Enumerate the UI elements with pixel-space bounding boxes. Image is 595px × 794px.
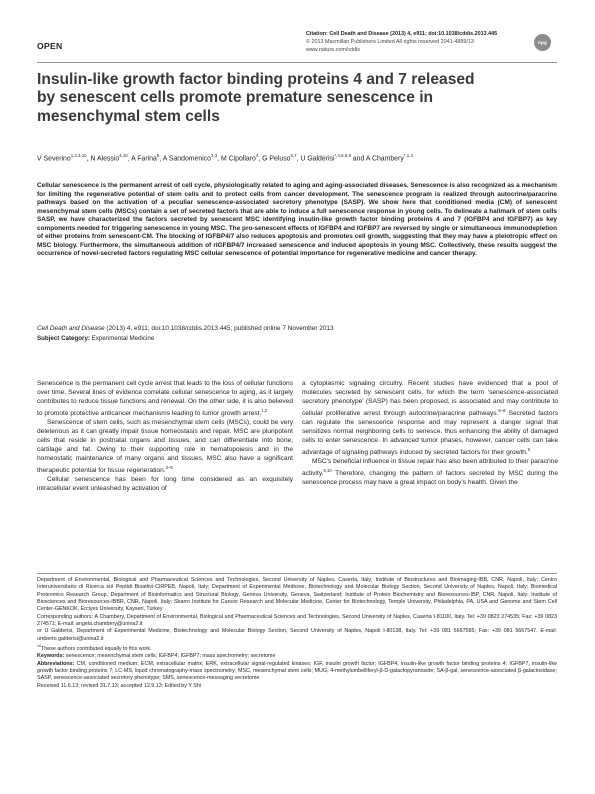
author-affiliation: *,4,6,8,9: [334, 153, 351, 158]
article-title: Insulin-like growth factor binding proteins 4 and 7 released by senescent cells promote premature senescence in mesenchymal stem cells: [37, 71, 475, 125]
journal-reference: [37, 325, 557, 334]
subject-value: Experimental Medicine: [89, 335, 155, 342]
body-paragraph: Senescence of stem cells, such as mesenchymal stem cells (MSCs), could be very deleterious as it can greatly impair tissue homeostasis and repair. MSC are pluripotent cells that reside in postnatal organs and tissues, and can differentiate into bone, cartilage and fat. Owing to their supporting role in hematopoiesis and in the homeostatic maintenance of many organs and tissues, MSC also have a significant therapeutic potential for tissue regeneration.$^{3-5}$: [37, 418, 293, 474]
citation-ref[interactable]: 6–8: [498, 407, 506, 413]
footnote-divider: [37, 573, 557, 574]
subject-category: [37, 335, 557, 344]
author-name: M Cipollaro: [220, 155, 256, 163]
abbreviations: Abbreviations: CM, conditioned medium; ECM, extracellular matrix; ERK, extracellular signal-regulated kinases; IGF, insulin growth factor; IGFBP4, insulin-like growth factor binding proteins 4; IGFBP7, insulin-like growth factor binding proteins 7; LC-MS, liquid chromatography-mass spectrometry; MSC, mesenchymal stem cells; MUG, 4-methylumbelliferyl-β-D-galactopyranoside; SA-β-gal, senescence-associated β-galactosidase; SASP, senescence-associated secretory phenotype; SMS, senescence-messaging secretome: [37, 660, 557, 682]
abstract: Cellular senescence is the permanent arrest of cell cycle, physiologically related to aging and aging-associated diseases. Senescence is also recognized as a mechanism for limiting the regenerative potential of stem cells and to protect cells from cancer development. The senescence program is realized through autocrine/paracrine pathways based on the activation of a peculiar senescence-associated secretory phenotype (SASP). We show here that conditioned media (CM) of senescent mesenchymal stem cells (MSCs) contain a set of secreted factors that are able to induce a full senescence response in young cells. To delineate a hallmark of stem cells SASP, we have characterized the factors secreted by senescent MSC identifying insulin-like growth factor binding proteins 4 and 7 (IGFBP4 and IGFBP7) as key components needed for triggering senescence in young MSC. The pro-senescent effects of IGFBP4 and IGFBP7 are reversed by single or simultaneous immunodepletion of either proteins from senescent-CM. The blocking of IGFBP4/7 also reduces apoptosis and promotes cell growth, suggesting that they may have a pleiotropic effect on MSC biology. Furthermore, the simultaneous addition of rIGFBP4/7 increased senescence and induced apoptosis in young MSC. Collectively, these results suggest the occurrence of novel-secreted factors regulating MSC cellular senescence of potential importance for regenerative medicine and cancer therapy.: [37, 182, 557, 258]
author-affiliation: 1,2,3,10: [70, 153, 87, 158]
citation-text: Cell Death and Disease (2013) 4, e911; doi:10.1038/cddis.2013.445: [329, 31, 498, 37]
author-affiliation: 4,10: [119, 153, 128, 158]
author-name: U Galderisi: [300, 155, 335, 163]
subject-label: Subject Category:: [37, 335, 90, 342]
author-name: V Severino: [37, 155, 71, 163]
author-affiliation: 5: [156, 153, 160, 158]
header-divider: [37, 62, 557, 63]
footnotes: [37, 577, 557, 690]
author-affiliation: 4: [255, 153, 259, 158]
body-paragraph: Senescence is the permanent cell cycle arrest that leads to the loss of cellular functions over time. Several lines of evidence correlate cellular senescence to aging, as it largely contributes to reduce tissue functions and renewal. On the other side, it is also believed to promote protective anticancer mechanisms leading to tumor growth arrest.$^{1,2}$: [37, 380, 293, 417]
citation-ref[interactable]: 6: [527, 446, 531, 452]
keywords: Keywords: senescence; mesenchymal stem cells; IGFBP4; IGFBP7; mass spectrometry; secretome: [37, 653, 276, 660]
copyright-line: © 2013 Macmillan Publishers Limited All rights reserved 2041-4889/13: [306, 38, 474, 45]
author-affiliation: *,1,3: [403, 153, 413, 158]
author-affiliation: 2,3: [211, 153, 218, 158]
author-name: A Chambery: [365, 155, 404, 163]
citation-ref[interactable]: 9,10: [323, 467, 332, 473]
journal-details: (2013) 4, e911; doi:10.1038/cddis.2013.445; published online 7 November 2013: [104, 325, 334, 332]
corresponding-authors-2: or U Galderisi, Department of Experimental Medicine, Biotechnology and Molecular Biology Section, Second University of Naples, Napoli I-80138, Italy. Tel: +39 081 5667585; Fax: +39 081 5667547. E-mail: umberto.galderisi@unina2.it: [37, 628, 557, 642]
citation-line: [306, 31, 518, 39]
body-paragraph: Cellular senescence has been for long time considered as an exquisitely intracellular event unleashed by activation of: [37, 475, 293, 492]
citation-block: [306, 31, 518, 55]
corresponding-authors: Corresponding authors: A Chambery, Department of Environmental, Biological and Pharmaceutical Sciences and Technologies, Second University of Naples, Caserta I-81100, Italy. Tel: +39 0823 274535; Fax: +39 0823 274571; E-mail: angela.chambery@unina2.it: [37, 613, 557, 628]
citation-ref[interactable]: 3–5: [165, 464, 173, 470]
journal-name: Cell Death and Disease: [37, 325, 105, 332]
affiliations: Department of Environmental, Biological and Pharmaceutical Sciences and Technologies, Second University of Naples, Caserta, Italy; Institute of Biostructures and Bioimaging-IBB, CNR, Napoli, Italy; Centro Interuniversitario di Ricerca sui Peptidi Bioattivi-CIRPEB, Napoli, Italy; Department of Experimental Medicine, Biotechnology and Molecular Biology Section, Second University of Naples, Napoli, Italy; Biomedical Proteomics Research Group, Department of Bioinformatics and Structural Biology, Geneva University, Geneva, Switzerland; Institute of Protein Biochemistry and Bioresources-IBP, CNR, Napoli, Italy; Institute of Biosciences and Bioresources-IBBR, CNR, Napoli, Italy; Sbarro Institute for Cancer Research and Molecular Medicine, Center for Biotechnology, Temple University, Philadelphia, PA, USA and Genome and Stem Cell Center-GENKOK, Erciyes University, Kayseri, Turkey: [37, 577, 557, 613]
received-dates: Received 11.6.13; revised 31.7.13; accepted 12.9.13; Edited by Y Shi: [37, 682, 201, 689]
citation-label: Citation:: [306, 31, 328, 37]
author-name: N Alessio: [90, 155, 120, 163]
author-name: G Peluso: [262, 155, 291, 163]
author-name: A Farina: [131, 155, 157, 163]
open-access-label: OPEN: [37, 41, 63, 51]
publisher-logo: npg: [534, 34, 551, 51]
author-affiliation: 6,7: [290, 153, 297, 158]
author-list: V Severino$^{1,2,3,10}$, N Alessio$^{4,10}$, A Farina$^5$, A Sandomenico$^{2,3}$, M Cipollaro$^4$, G Peluso$^{6,7}$, U Galderisi$^{*,4,6,8,9}$ and A Chambery$^{*,1,3}$: [37, 153, 413, 163]
body-paragraph: MSC’s beneficial influence in tissue repair has also been attributed to their paracrine activity.$^{9,10}$ Therefore, changing the pattern of factors secreted by MSC during the senescence process may have a great impact on body’s health. Given the: [302, 457, 558, 486]
body-column-left: [37, 380, 293, 494]
author-name: A Sandomenico: [162, 155, 212, 163]
body-column-right: [302, 380, 558, 488]
body-paragraph: a cytoplasmic signaling circuitry. Recent studies have evidenced that a pool of molecules secreted by senescent cells, for which the term ‘senescence-associated secretory phenotype’ (SASP) has been proposed, is associated and may contribute to cellular proliferative arrest through autocrine/paracrine pathways.$^{6-8}$ Secreted factors can regulate the senescence response and may represent a danger signal that sensitizes normal neighboring cells to senesce, thus enhancing the ability of damaged cells to enter senescence. In advanced tumor phases, however, cancer cells can take advantage of signaling pathways induced by secreted factors for their growth.$^6$: [302, 380, 559, 456]
equal-contribution: $^{10}$These authors contributed equally to this work.: [37, 644, 152, 652]
citation-ref[interactable]: 1,2: [261, 407, 268, 413]
journal-url[interactable]: www.nature.com/cddis: [306, 46, 360, 53]
